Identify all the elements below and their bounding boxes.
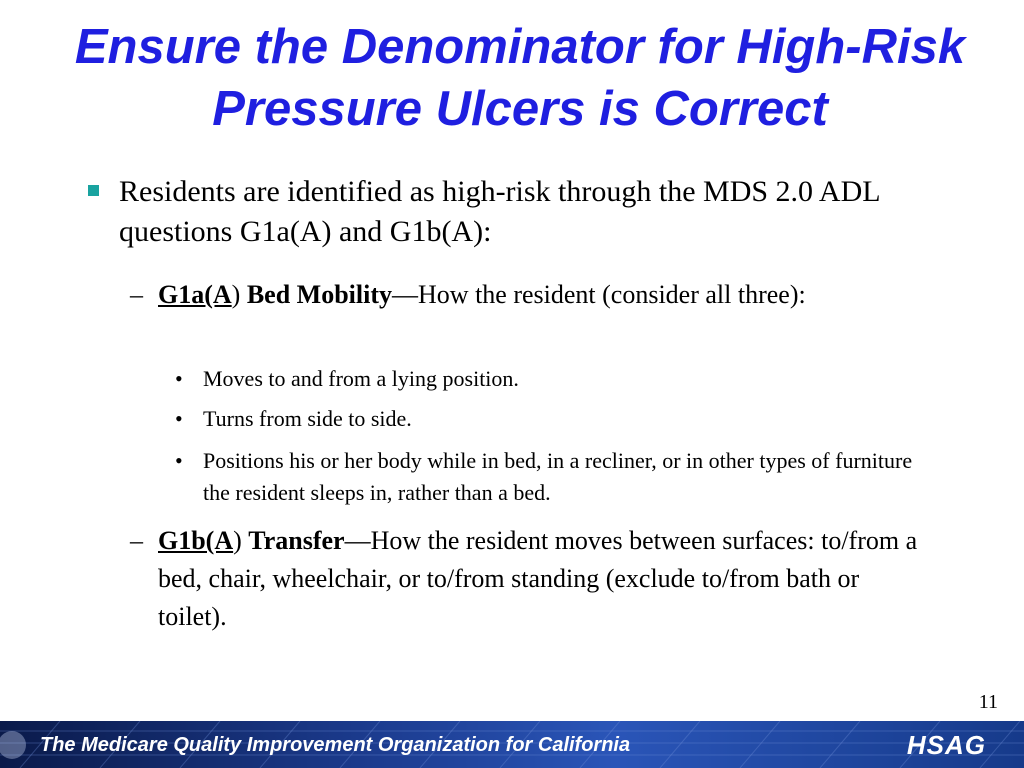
sub-bullet-g1a	[130, 276, 930, 314]
dash-bullet-icon: –	[130, 526, 143, 555]
dash-bullet-icon: –	[130, 280, 143, 309]
slide-title: Ensure the Denominator for High-Risk Pressure Ulcers is Correct	[74, 20, 966, 136]
footer-banner	[0, 721, 1024, 768]
hsag-logo: HSAG	[906, 730, 986, 760]
dot-bullet-icon: •	[175, 406, 183, 431]
sub-bullet-g1a-text	[158, 276, 930, 314]
main-bullet	[88, 172, 918, 252]
sub-bullet-g1b	[130, 522, 930, 636]
g1b-desc: —How the resident moves between surfaces: to/from a bed, chair, wheelchair, or to/from standing (exclude to/from bath or toilet).	[158, 526, 918, 631]
list-item-text: Turns from side to side.	[203, 406, 412, 431]
list-item	[175, 363, 935, 395]
main-bullet-text: Residents are identified as high-risk through the MDS 2.0 ADL questions G1a(A) and G1b(A):	[119, 175, 880, 248]
g1b-paren: )	[233, 526, 242, 555]
dot-bullet-icon: •	[175, 448, 183, 473]
sub-bullet-g1b-text	[158, 522, 930, 636]
footer-tagline: The Medicare Quality Improvement Organization for California	[40, 734, 631, 756]
dot-bullet-icon: •	[175, 366, 183, 391]
g1a-code: G1a(A	[158, 280, 232, 309]
list-item	[175, 445, 935, 509]
list-item-text: Moves to and from a lying position.	[203, 366, 519, 391]
g1b-heading: Transfer	[248, 526, 345, 555]
square-bullet-icon	[88, 185, 99, 196]
g1a-heading: Bed Mobility	[246, 280, 393, 309]
list-item	[175, 403, 935, 435]
list-item-text: Positions his or her body while in bed, in a recliner, or in other types of furniture the resident sleeps in, rather than a bed.	[203, 448, 913, 505]
g1b-code: G1b(A	[158, 526, 234, 555]
page-number: 11	[978, 691, 998, 713]
g1a-desc: —How the resident (consider all three):	[392, 280, 806, 309]
g1a-paren: )	[231, 280, 241, 309]
